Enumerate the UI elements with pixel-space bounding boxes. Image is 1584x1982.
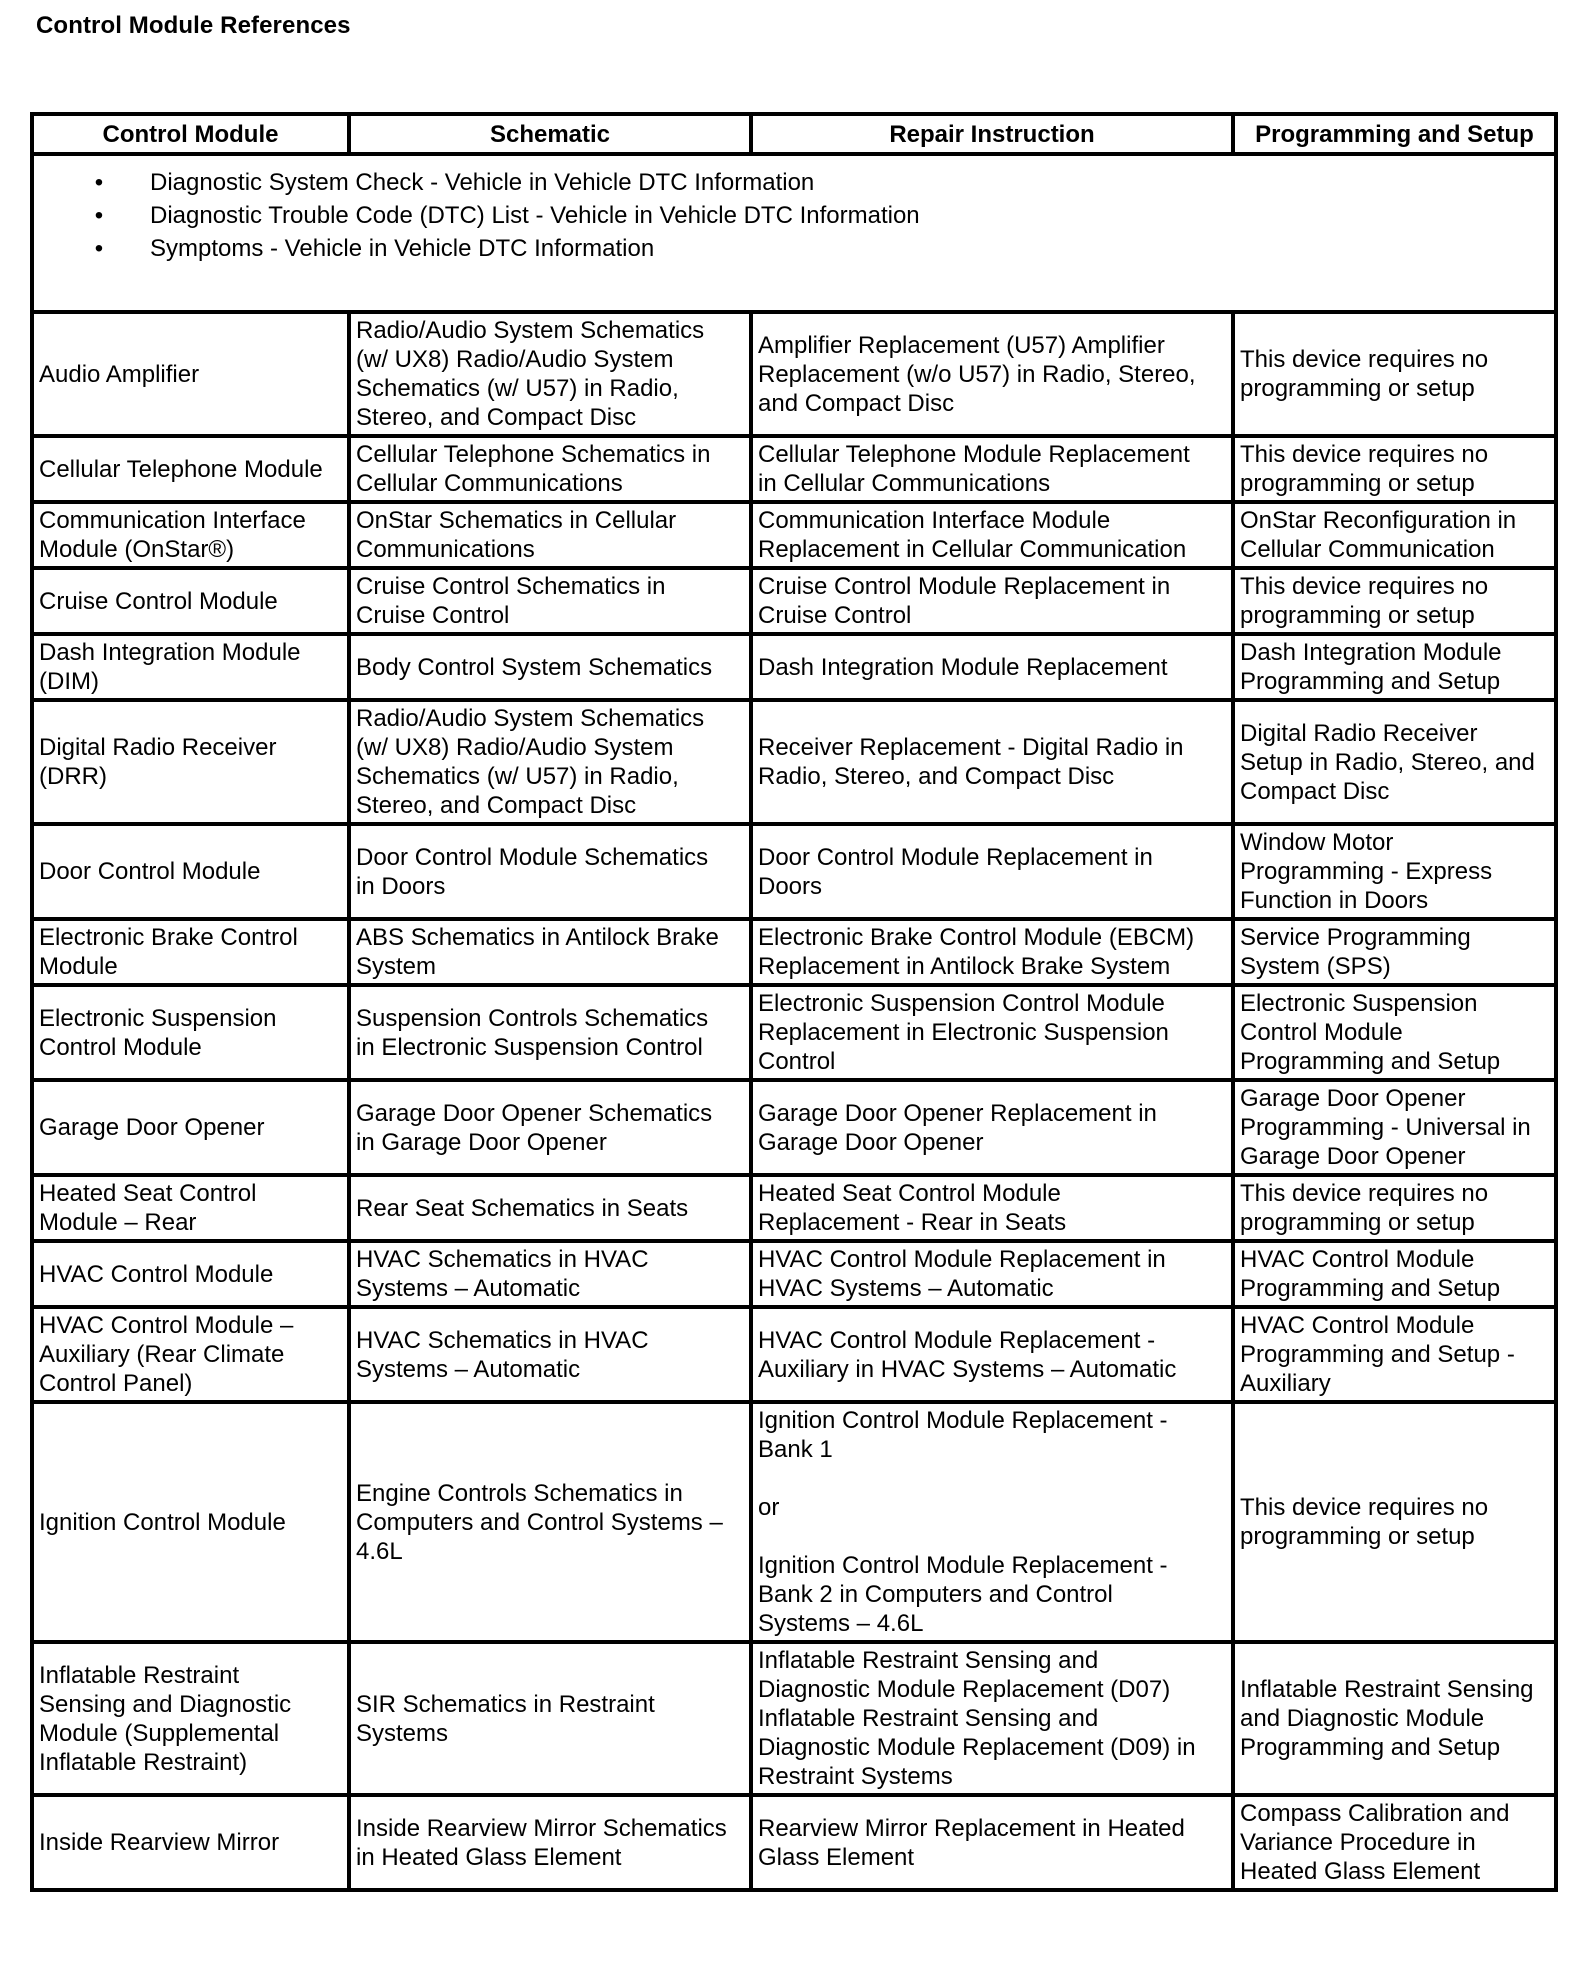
- programming-setup-cell: [1233, 824, 1556, 919]
- table-row: [32, 1307, 1556, 1402]
- module-cell: [32, 634, 349, 700]
- repair-instruction-cell-text[interactable]: Rearview Mirror Replacement in Heated Glass Element: [758, 1814, 1185, 1871]
- module-cell-text: HVAC Control Module – Auxiliary (Rear Climate Control Panel): [39, 1312, 294, 1397]
- schematic-cell: [349, 568, 751, 634]
- module-cell: [32, 985, 349, 1080]
- schematic-cell-text[interactable]: HVAC Schematics in HVAC Systems – Automatic: [356, 1246, 649, 1302]
- repair-instruction-cell-text[interactable]: Electronic Suspension Control Module Replacement in Electronic Suspension Control: [758, 990, 1169, 1075]
- module-cell-text: Dash Integration Module (DIM): [39, 639, 301, 695]
- schematic-cell: [349, 436, 751, 502]
- repair-instruction-cell: [751, 1241, 1233, 1307]
- repair-instruction-cell-text[interactable]: Garage Door Opener Replacement in Garage Door Opener: [758, 1099, 1157, 1156]
- schematic-cell-text[interactable]: Door Control Module Schematics in Doors: [356, 843, 709, 900]
- module-cell-text: Inside Rearview Mirror: [39, 1829, 280, 1856]
- schematic-cell-text[interactable]: Inside Rearview Mirror Schematics in Heated Glass Element: [356, 1814, 727, 1871]
- module-cell: [32, 1795, 349, 1890]
- module-cell-text: Electronic Suspension Control Module: [39, 1004, 277, 1061]
- intro-item: [42, 199, 1546, 232]
- intro-row: [32, 154, 1556, 312]
- header-row: [32, 114, 1556, 154]
- module-cell-text: Ignition Control Module: [39, 1508, 286, 1536]
- module-cell: [32, 1080, 349, 1175]
- intro-cell: [32, 154, 1556, 312]
- programming-setup-cell-text[interactable]: Electronic Suspension Control Module Programming and Setup: [1240, 990, 1501, 1075]
- module-cell-text: Garage Door Opener: [39, 1114, 265, 1141]
- control-module-references-table: [30, 112, 1558, 1892]
- programming-setup-cell: [1233, 1642, 1556, 1795]
- repair-instruction-cell-text[interactable]: Communication Interface Module Replacement in Cellular Communication: [758, 507, 1187, 563]
- programming-setup-cell-text[interactable]: Compass Calibration and Variance Procedure in Heated Glass Element: [1240, 1800, 1510, 1885]
- programming-setup-cell: [1233, 502, 1556, 568]
- repair-instruction-cell: [751, 824, 1233, 919]
- programming-setup-cell-text[interactable]: Dash Integration Module Programming and Setup: [1240, 639, 1502, 695]
- schematic-cell-text[interactable]: Garage Door Opener Schematics in Garage Door Opener: [356, 1099, 713, 1156]
- module-cell: [32, 312, 349, 436]
- table-row: [32, 568, 1556, 634]
- repair-instruction-cell: [751, 1175, 1233, 1241]
- module-cell: [32, 919, 349, 985]
- schematic-cell: [349, 1402, 751, 1642]
- schematic-cell-text[interactable]: Body Control System Schematics: [356, 653, 713, 681]
- repair-instruction-cell: [751, 1795, 1233, 1890]
- repair-instruction-cell-text[interactable]: Amplifier Replacement (U57) Amplifier Replacement (w/o U57) in Radio, Stereo, and Compact Disc: [758, 331, 1196, 417]
- repair-instruction-cell: [751, 312, 1233, 436]
- module-cell: [32, 1241, 349, 1307]
- module-cell: [32, 824, 349, 919]
- programming-setup-cell: [1233, 1241, 1556, 1307]
- schematic-cell: [349, 985, 751, 1080]
- module-cell-text: Electronic Brake Control Module: [39, 924, 298, 980]
- module-cell-text: Digital Radio Receiver (DRR): [39, 734, 277, 790]
- module-cell-text: Heated Seat Control Module – Rear: [39, 1180, 257, 1236]
- schematic-cell-text[interactable]: Engine Controls Schematics in Computers and Control Systems – 4.6L: [356, 1479, 723, 1565]
- module-cell: [32, 502, 349, 568]
- programming-setup-cell-text[interactable]: This device requires no programming or setup: [1240, 1494, 1489, 1550]
- programming-setup-cell: [1233, 312, 1556, 436]
- schematic-cell: [349, 919, 751, 985]
- programming-setup-cell: [1233, 1402, 1556, 1642]
- repair-instruction-cell: [751, 985, 1233, 1080]
- intro-item-text[interactable]: Diagnostic Trouble Code (DTC) List - Vehicle in Vehicle DTC Information: [150, 202, 920, 229]
- schematic-cell: [349, 1307, 751, 1402]
- table-row: [32, 312, 1556, 436]
- repair-instruction-cell: [751, 502, 1233, 568]
- programming-setup-cell: [1233, 1307, 1556, 1402]
- schematic-cell: [349, 824, 751, 919]
- programming-setup-cell-text[interactable]: This device requires no programming or setup: [1240, 441, 1489, 497]
- programming-setup-cell: [1233, 700, 1556, 824]
- bullet-icon: •: [94, 169, 104, 196]
- bullet-icon: •: [94, 235, 104, 262]
- schematic-cell-text[interactable]: Rear Seat Schematics in Seats: [356, 1194, 689, 1222]
- module-cell: [32, 1175, 349, 1241]
- module-cell-text: Audio Amplifier: [39, 360, 200, 388]
- module-cell-text: HVAC Control Module: [39, 1260, 274, 1288]
- table-row: [32, 1642, 1556, 1795]
- repair-instruction-cell-text[interactable]: Cellular Telephone Module Replacement in Cellular Communications: [758, 441, 1190, 497]
- programming-setup-cell: [1233, 985, 1556, 1080]
- intro-item-text[interactable]: Symptoms - Vehicle in Vehicle DTC Information: [150, 235, 655, 262]
- bullet-icon: •: [94, 202, 104, 229]
- schematic-cell-text[interactable]: OnStar Schematics in Cellular Communications: [356, 507, 677, 563]
- module-cell: [32, 568, 349, 634]
- table-row: [32, 1241, 1556, 1307]
- table-row: [32, 1402, 1556, 1642]
- schematic-cell-text[interactable]: ABS Schematics in Antilock Brake System: [356, 924, 719, 980]
- programming-setup-cell-text[interactable]: HVAC Control Module Programming and Setup: [1240, 1246, 1501, 1302]
- table-row: [32, 436, 1556, 502]
- table-row: [32, 919, 1556, 985]
- schematic-cell: [349, 1795, 751, 1890]
- schematic-cell: [349, 1175, 751, 1241]
- programming-setup-cell: [1233, 1080, 1556, 1175]
- module-cell-text: Cruise Control Module: [39, 587, 278, 615]
- programming-setup-cell: [1233, 634, 1556, 700]
- schematic-cell: [349, 634, 751, 700]
- repair-instruction-cell: [751, 1642, 1233, 1795]
- schematic-cell-text[interactable]: Radio/Audio System Schematics (w/ UX8) Radio/Audio System Schematics (w/ U57) in Radio, Stereo, and Compact Disc: [356, 705, 705, 819]
- intro-list: [42, 166, 1546, 265]
- programming-setup-cell-text[interactable]: OnStar Reconfiguration in Cellular Communication: [1240, 507, 1517, 563]
- programming-setup-cell-text[interactable]: Garage Door Opener Programming - Universal in Garage Door Opener: [1240, 1085, 1531, 1170]
- repair-instruction-cell-text[interactable]: Receiver Replacement - Digital Radio in Radio, Stereo, and Compact Disc: [758, 734, 1184, 790]
- programming-setup-cell-text[interactable]: Digital Radio Receiver Setup in Radio, Stereo, and Compact Disc: [1240, 719, 1535, 805]
- module-cell: [32, 700, 349, 824]
- schematic-cell: [349, 1642, 751, 1795]
- programming-setup-cell: [1233, 919, 1556, 985]
- repair-instruction-cell-text[interactable]: Ignition Control Module Replacement - Bank 1 or Ignition Control Module Replacement - Bank 2 in Computers and Control Systems – 4.6L: [758, 1407, 1168, 1637]
- repair-instruction-cell-text[interactable]: Cruise Control Module Replacement in Cruise Control: [758, 573, 1171, 629]
- header-repair-instruction: Repair Instruction: [751, 114, 1233, 154]
- schematic-cell: [349, 700, 751, 824]
- schematic-cell: [349, 312, 751, 436]
- module-cell-text: Cellular Telephone Module: [39, 455, 323, 483]
- programming-setup-cell: [1233, 1175, 1556, 1241]
- intro-item: [42, 232, 1546, 265]
- repair-instruction-cell: [751, 1080, 1233, 1175]
- intro-item-text[interactable]: Diagnostic System Check - Vehicle in Vehicle DTC Information: [150, 169, 815, 196]
- table-row: [32, 502, 1556, 568]
- intro-item: [42, 166, 1546, 199]
- table-row: [32, 824, 1556, 919]
- header-schematic: Schematic: [349, 114, 751, 154]
- document-title: Control Module References: [36, 12, 351, 39]
- table-row: [32, 985, 1556, 1080]
- repair-instruction-cell-text[interactable]: Door Control Module Replacement in Doors: [758, 843, 1153, 900]
- schematic-cell-text[interactable]: Radio/Audio System Schematics (w/ UX8) Radio/Audio System Schematics (w/ U57) in Radio, Stereo, and Compact Disc: [356, 317, 705, 431]
- table-row: [32, 700, 1556, 824]
- module-cell-text: Communication Interface Module (OnStar®): [39, 507, 306, 563]
- repair-instruction-cell: [751, 634, 1233, 700]
- repair-instruction-cell-text[interactable]: Heated Seat Control Module Replacement - Rear in Seats: [758, 1180, 1067, 1236]
- module-cell: [32, 1642, 349, 1795]
- programming-setup-cell-text[interactable]: HVAC Control Module Programming and Setup - Auxiliary: [1240, 1312, 1515, 1397]
- schematic-cell-text[interactable]: Cruise Control Schematics in Cruise Control: [356, 573, 666, 629]
- schematic-cell: [349, 502, 751, 568]
- programming-setup-cell-text[interactable]: Inflatable Restraint Sensing and Diagnostic Module Programming and Setup: [1240, 1676, 1534, 1761]
- repair-instruction-cell: [751, 1402, 1233, 1642]
- module-cell-text: Inflatable Restraint Sensing and Diagnostic Module (Supplemental Inflatable Restraint): [39, 1661, 292, 1776]
- schematic-cell-text[interactable]: SIR Schematics in Restraint Systems: [356, 1690, 655, 1747]
- repair-instruction-cell-text[interactable]: HVAC Control Module Replacement in HVAC Systems – Automatic: [758, 1246, 1166, 1302]
- schematic-cell: [349, 1241, 751, 1307]
- repair-instruction-cell: [751, 700, 1233, 824]
- programming-setup-cell-text[interactable]: Service Programming System (SPS): [1240, 924, 1471, 980]
- programming-setup-cell: [1233, 1795, 1556, 1890]
- repair-instruction-cell: [751, 1307, 1233, 1402]
- programming-setup-cell: [1233, 436, 1556, 502]
- module-cell-text: Door Control Module: [39, 858, 261, 885]
- module-cell: [32, 436, 349, 502]
- schematic-cell: [349, 1080, 751, 1175]
- schematic-cell-text[interactable]: Suspension Controls Schematics in Electronic Suspension Control: [356, 1004, 709, 1061]
- repair-instruction-cell: [751, 568, 1233, 634]
- table-row: [32, 1175, 1556, 1241]
- table-row: [32, 1080, 1556, 1175]
- schematic-cell-text[interactable]: HVAC Schematics in HVAC Systems – Automatic: [356, 1326, 649, 1383]
- header-control-module: Control Module: [32, 114, 349, 154]
- programming-setup-cell-text[interactable]: Window Motor Programming - Express Function in Doors: [1240, 829, 1493, 914]
- repair-instruction-cell: [751, 436, 1233, 502]
- schematic-cell-text[interactable]: Cellular Telephone Schematics in Cellular Communications: [356, 441, 711, 497]
- table-row: [32, 1795, 1556, 1890]
- header-programming-setup: Programming and Setup: [1233, 114, 1556, 154]
- repair-instruction-cell-text[interactable]: Inflatable Restraint Sensing and Diagnostic Module Replacement (D07) Inflatable Restraint Sensing and Diagnostic Module Replacement (D09) in Restraint Systems: [758, 1647, 1196, 1790]
- repair-instruction-cell-text[interactable]: Electronic Brake Control Module (EBCM) Replacement in Antilock Brake System: [758, 924, 1195, 980]
- repair-instruction-cell: [751, 919, 1233, 985]
- programming-setup-cell-text[interactable]: This device requires no programming or setup: [1240, 1180, 1489, 1236]
- programming-setup-cell-text[interactable]: This device requires no programming or setup: [1240, 573, 1489, 629]
- repair-instruction-cell-text[interactable]: HVAC Control Module Replacement - Auxiliary in HVAC Systems – Automatic: [758, 1326, 1177, 1383]
- programming-setup-cell: [1233, 568, 1556, 634]
- repair-instruction-cell-text[interactable]: Dash Integration Module Replacement: [758, 653, 1168, 681]
- module-cell: [32, 1307, 349, 1402]
- module-cell: [32, 1402, 349, 1642]
- table-row: [32, 634, 1556, 700]
- programming-setup-cell-text[interactable]: This device requires no programming or setup: [1240, 346, 1489, 402]
